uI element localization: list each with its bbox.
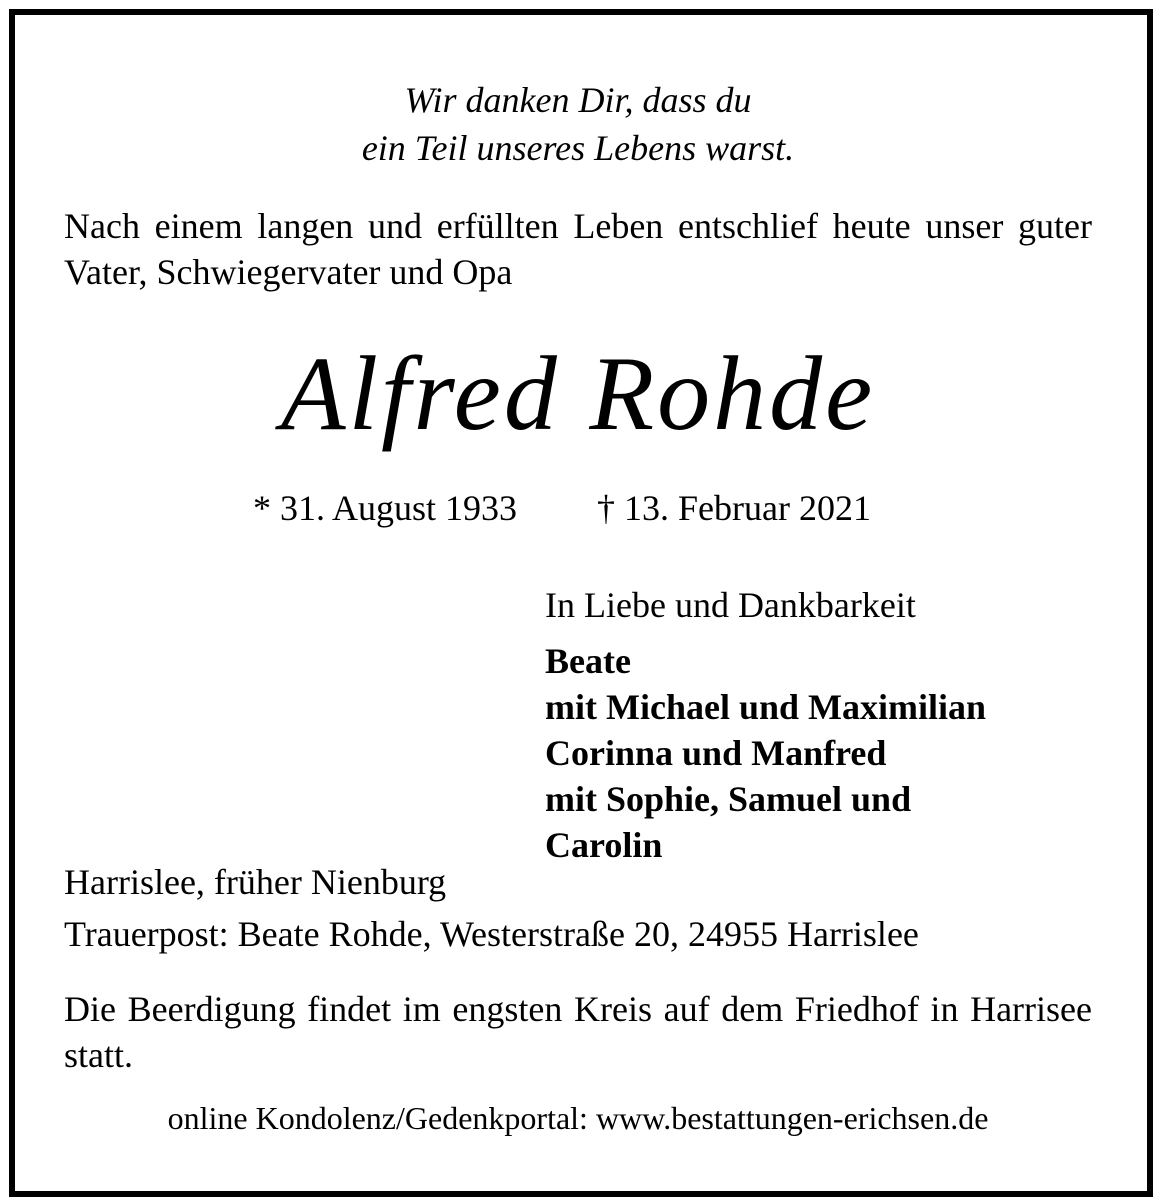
mail-address: Trauerpost: Beate Rohde, Westerstraße 20, 24955 Harrislee bbox=[64, 914, 919, 954]
intro-text: Nach einem langen und erfüllten Leben entschlief heute unser guter Vater, Schwiegervater und Opa bbox=[64, 206, 1092, 292]
death-date: † 13. Februar 2021 bbox=[597, 488, 871, 528]
mourner-name: mit Michael und Maximilian bbox=[545, 687, 986, 727]
motto-line-2: ein Teil unseres Lebens warst. bbox=[361, 128, 795, 168]
funeral-note: Die Beerdigung findet im engsten Kreis auf dem Friedhof in Harrisee statt. bbox=[64, 989, 1092, 1075]
motto-line-1: Wir danken Dir, dass du bbox=[404, 80, 752, 120]
mourner-name: Corinna und Manfred bbox=[545, 733, 887, 773]
birth-date: * 31. August 1933 bbox=[253, 488, 518, 528]
mourners-list bbox=[545, 638, 986, 868]
mourner-name: mit Sophie, Samuel und bbox=[545, 779, 912, 819]
residence-place: Harrislee, früher Nienburg bbox=[64, 862, 447, 902]
mourner-name: Beate bbox=[545, 641, 631, 681]
deceased-name: Alfred Rohde bbox=[280, 335, 876, 452]
mourners-greeting: In Liebe und Dankbarkeit bbox=[545, 585, 916, 625]
mourner-name: Carolin bbox=[545, 825, 663, 865]
condolence-portal: online Kondolenz/Gedenkportal: www.bestattungen-erichsen.de bbox=[167, 1100, 989, 1136]
